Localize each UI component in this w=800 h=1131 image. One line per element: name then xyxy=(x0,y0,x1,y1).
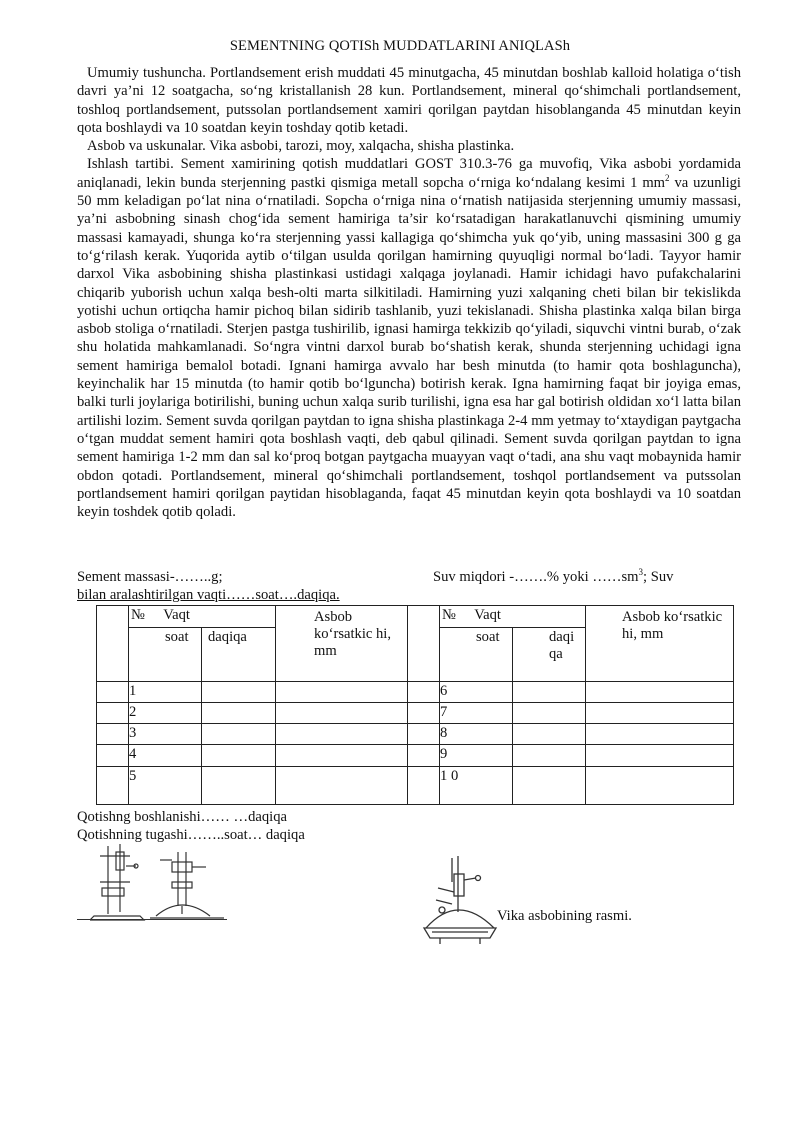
row-number: 3 xyxy=(129,724,202,745)
document-title: SEMENTNING QOTISh MUDDATLARINI ANIQLASh xyxy=(229,38,571,54)
table-left-corner xyxy=(97,606,129,682)
row-number: 8 xyxy=(440,724,513,745)
table-row xyxy=(97,681,734,702)
water-amount-tail: ; Suv xyxy=(643,569,674,585)
header-no-right: № xyxy=(442,607,456,623)
row-number: 5 xyxy=(129,766,202,804)
row-number: 1 0 xyxy=(440,766,513,804)
vicat-apparatus-front-icon xyxy=(90,842,150,922)
paragraph-equipment: Asbob va uskunalar. Vika asbobi, tarozi, moy, xalqacha, shisha plastinka. xyxy=(87,138,515,155)
paragraph-procedure xyxy=(77,155,741,521)
water-amount-field xyxy=(433,568,673,586)
table-header-no-time-left xyxy=(129,606,276,628)
table-row xyxy=(97,724,734,745)
header-hour-right: soat xyxy=(440,628,513,682)
header-minute-right: daqi qa xyxy=(513,628,586,682)
header-time-right: Vaqt xyxy=(474,607,501,623)
setting-start-field: Qotishng boshlanishi…… …daqiqa xyxy=(77,809,287,825)
row-number: 2 xyxy=(129,702,202,723)
procedure-superscript: 2 xyxy=(665,172,670,183)
row-number: 9 xyxy=(440,745,513,766)
header-hour-left: soat xyxy=(129,628,202,682)
water-amount-superscript: 3 xyxy=(638,567,644,578)
header-reading-right: Asbob ko‘rsatkic hi, mm xyxy=(586,606,734,682)
header-no-left: № xyxy=(131,607,145,623)
header-minute-left: daqiqa xyxy=(202,628,276,682)
row-number: 7 xyxy=(440,702,513,723)
procedure-text-a: Ishlash tartibi. Sement xamirining qotish muddatlari GOST 310.3-76 ga muvofiq, Vika asbobi yordamida aniqlanadi, lekin bunda sterjenning pastki qismiga metall sopcha o‘rniga ko‘ndalang kesimi 1 mm xyxy=(77,156,741,191)
figure-caption: Vika asbobining rasmi. xyxy=(497,908,632,924)
body-text xyxy=(77,64,741,521)
vicat-apparatus-side-icon xyxy=(148,850,228,922)
header-reading-left: Asbob ko‘rsatkic hi, mm xyxy=(276,606,408,682)
table-mid-corner xyxy=(408,606,440,682)
row-number: 6 xyxy=(440,681,513,702)
vicat-apparatus-assembled-icon xyxy=(420,852,500,947)
figure-baseline xyxy=(77,919,227,920)
water-amount-text: Suv miqdori -…….% yoki ……sm xyxy=(433,569,639,585)
table-header-no-time-right xyxy=(440,606,586,628)
setting-end-field: Qotishning tugashi……..soat… daqiqa xyxy=(77,827,305,843)
cement-mass-field: Sement massasi-……..g; xyxy=(77,569,223,585)
table-row xyxy=(97,702,734,723)
procedure-text-b: va uzunligi 50 mm keladigan po‘lat nina o‘rnatiladi. Sopcha o‘rniga nina o‘rnatish natijasida sterjenning umumiy massasi, ya’ni asbobning sinash chog‘ida sement hamiriga ta’sir ko‘rsatadigan harakatlanuvchi qismining umumiy massasi kamayadi, shunga ko‘ra sterjenning yassi kallagiga qo‘shimcha yuk qo‘yib, uning massasini 300 g ga to‘g‘rilash kerak. Yuqorida aytib o‘tilgan usulda qorilgan hamirning quyuqligi normal bo‘ladi. Tayyor hamir darxol Vika asbobining shisha plastinkasi ustidagi xalqaga joylanadi. Hamir ichidagi havo pufakchalarini chiqarib yuborish uchun xalqa besh-olti marta silkitiladi. Hamirning yuzi xalqaning cheti bilan bir tekislikda yotishi uchun ortiqcha hamir pichoq bilan sidirib tashlanib, yuzi tekislanadi. Shisha plastinka xalqa bilan birga asbob stoliga o‘rnatiladi. Sterjen pastga tushirilib, ignasi hamirga tekkizib qo‘yiladi, siquvchi vintni burab, o‘zak shu holatida mahkamlanadi. So‘ngra vintni darxol burab bo‘shatish kerak, shunda sterjenning uchidagi igna sement hamiriga bemalol botadi. Ignani hamirga avvalo har besh minutda (to hamir qota boshlaguncha), keyinchalik har 15 minutda (to hamir qotib bo‘lguncha) botirish kerak. Igna hamirning faqat bir joyiga emas, balki turli joylariga botirilishi, buning uchun xalqa surib turilishi, igna esa har gal botirish oldidan xo‘l latta bilan artilishi lozim. Sement suvda qorilgan paytdan to igna shisha plastinkaga 2-4 mm yetmay to‘xtaydigan paytgacha o‘tgan muddat sement hamiri qota boshlash vaqti, deb qabul qilinadi. Sement suvda qorilgan paytdan to igna sement hamiriga 1-2 mm dan sal ko‘proq botgan paytgacha muayyan vaqt o‘tadi, ana shu vaqt mobaynida hamir obdon qotadi. Portlandsement, mineral qo‘shimchali portlandsement, toshqol portlandsement va putssolan portlandsement hamiri qorilgan paytidan hisoblaganda, faqat 45 minutdan keyin qota boshlaydi va 10 soatdan keyin toshdek qotib qoladi. xyxy=(77,174,741,521)
header-time-left: Vaqt xyxy=(163,607,190,623)
paragraph-overview: Umumiy tushuncha. Portlandsement erish muddati 45 minutgacha, 45 minutdan boshlab kalloid holatiga o‘tish davri ya’ni 12 soatgacha, so‘ng kristallanish 28 kun. Portlandsement, mineral qo‘shimchali portlandsement, toshloq portlandsement, putssolan portlandsement xamiri qorilgan paytdan hisoblanganda 45 minutdan keyin qota boshlaydi va 10 soatdan keyin toshday qotib ketadi. xyxy=(77,65,741,136)
row-number: 4 xyxy=(129,745,202,766)
row-number: 1 xyxy=(129,681,202,702)
results-table xyxy=(96,605,734,805)
table-row xyxy=(97,766,734,804)
mixing-time-field: bilan aralashtirilgan vaqti……soat….daqiqa. xyxy=(77,587,340,603)
table-row xyxy=(97,745,734,766)
